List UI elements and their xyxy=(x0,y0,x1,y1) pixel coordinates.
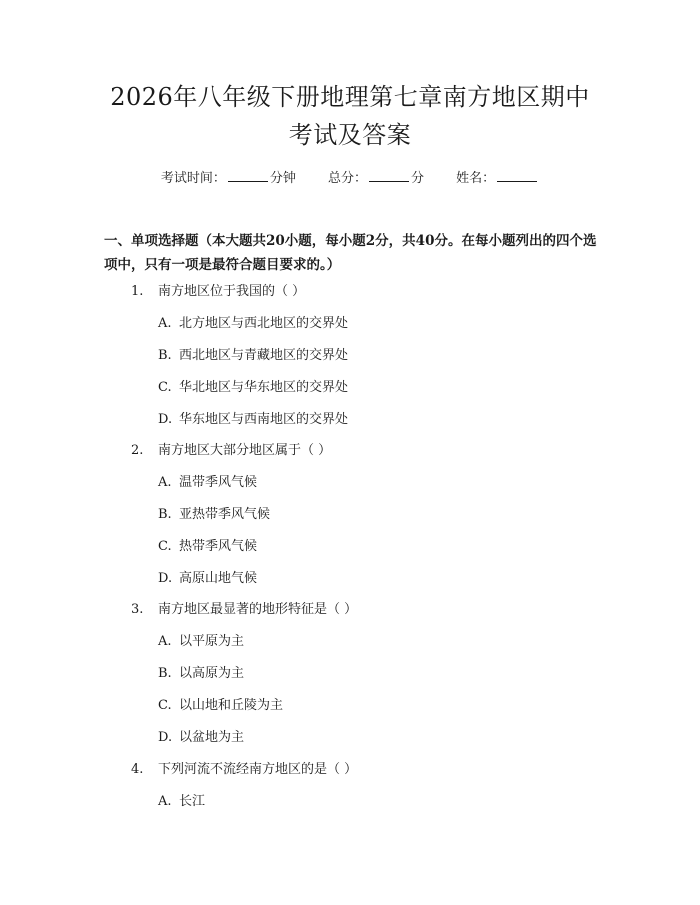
exam-time-field xyxy=(161,167,296,189)
option-text: 以盆地为主 xyxy=(179,730,245,745)
option-text: 以高原为主 xyxy=(179,666,245,681)
total-score-field xyxy=(328,167,424,189)
title-line-2: 考试及答案 xyxy=(288,121,412,149)
title-line-1: 2026年八年级下册地理第七章南方地区期中 xyxy=(110,83,590,111)
answer-option[interactable] xyxy=(158,696,283,716)
option-letter: D. xyxy=(158,571,173,586)
option-text: 热带季风气候 xyxy=(179,539,258,554)
option-letter: C. xyxy=(158,380,172,395)
answer-option[interactable] xyxy=(158,792,205,812)
option-text: 高原山地气候 xyxy=(179,571,258,586)
question-text: 南方地区最显著的地形特征是（ ） xyxy=(158,602,358,617)
question-item xyxy=(131,441,331,461)
option-letter: B. xyxy=(158,666,172,681)
option-text: 亚热带季风气候 xyxy=(179,507,271,522)
option-text: 温带季风气候 xyxy=(179,475,258,490)
question-item xyxy=(131,760,357,780)
total-score-label: 总分： xyxy=(327,171,367,186)
answer-option[interactable] xyxy=(158,537,257,557)
question-number: 4. xyxy=(131,762,144,777)
page-title xyxy=(70,78,630,154)
option-letter: B. xyxy=(158,507,172,522)
option-letter: C. xyxy=(158,698,172,713)
option-text: 华北地区与华东地区的交界处 xyxy=(179,380,349,395)
student-name-field xyxy=(456,167,539,189)
answer-option[interactable] xyxy=(158,473,257,493)
option-letter: A. xyxy=(158,794,172,809)
option-text: 以平原为主 xyxy=(179,634,245,649)
exam-time-unit: 分钟 xyxy=(269,171,296,186)
option-letter: C. xyxy=(158,539,172,554)
exam-time-blank[interactable] xyxy=(228,167,268,182)
option-letter: A. xyxy=(158,475,172,490)
option-letter: B. xyxy=(158,348,172,363)
option-text: 华东地区与西南地区的交界处 xyxy=(179,412,349,427)
section-heading: 一、单项选择题（本大题共20小题，每小题2分，共40分。在每小题列出的四个选项中，只有一项是最符合题目要求的。） xyxy=(104,233,597,273)
answer-option[interactable] xyxy=(158,410,348,430)
question-text: 南方地区位于我国的（ ） xyxy=(158,284,306,299)
question-number: 1. xyxy=(131,284,144,299)
student-name-blank[interactable] xyxy=(497,167,537,182)
option-letter: D. xyxy=(158,412,173,427)
option-letter: D. xyxy=(158,730,173,745)
question-text: 下列河流不流经南方地区的是（ ） xyxy=(158,762,358,777)
option-text: 西北地区与青藏地区的交界处 xyxy=(179,348,349,363)
question-number: 3. xyxy=(131,602,144,617)
answer-option[interactable] xyxy=(158,505,270,525)
option-text: 北方地区与西北地区的交界处 xyxy=(179,316,349,331)
exam-info-line xyxy=(0,167,700,189)
question-item xyxy=(131,282,305,302)
question-text: 南方地区大部分地区属于（ ） xyxy=(158,443,332,458)
option-text: 长江 xyxy=(179,794,206,809)
option-letter: A. xyxy=(158,634,172,649)
answer-option[interactable] xyxy=(158,664,244,684)
option-letter: A. xyxy=(158,316,172,331)
answer-option[interactable] xyxy=(158,378,348,398)
answer-option[interactable] xyxy=(158,346,348,366)
total-score-unit: 分 xyxy=(411,171,425,186)
answer-option[interactable] xyxy=(158,314,348,334)
exam-time-label: 考试时间： xyxy=(160,171,226,186)
question-item xyxy=(131,600,357,620)
answer-option[interactable] xyxy=(158,728,244,748)
answer-option[interactable] xyxy=(158,632,244,652)
question-number: 2. xyxy=(131,443,144,458)
student-name-label: 姓名： xyxy=(456,171,496,186)
total-score-blank[interactable] xyxy=(369,167,409,182)
option-text: 以山地和丘陵为主 xyxy=(179,698,284,713)
answer-option[interactable] xyxy=(158,569,257,589)
